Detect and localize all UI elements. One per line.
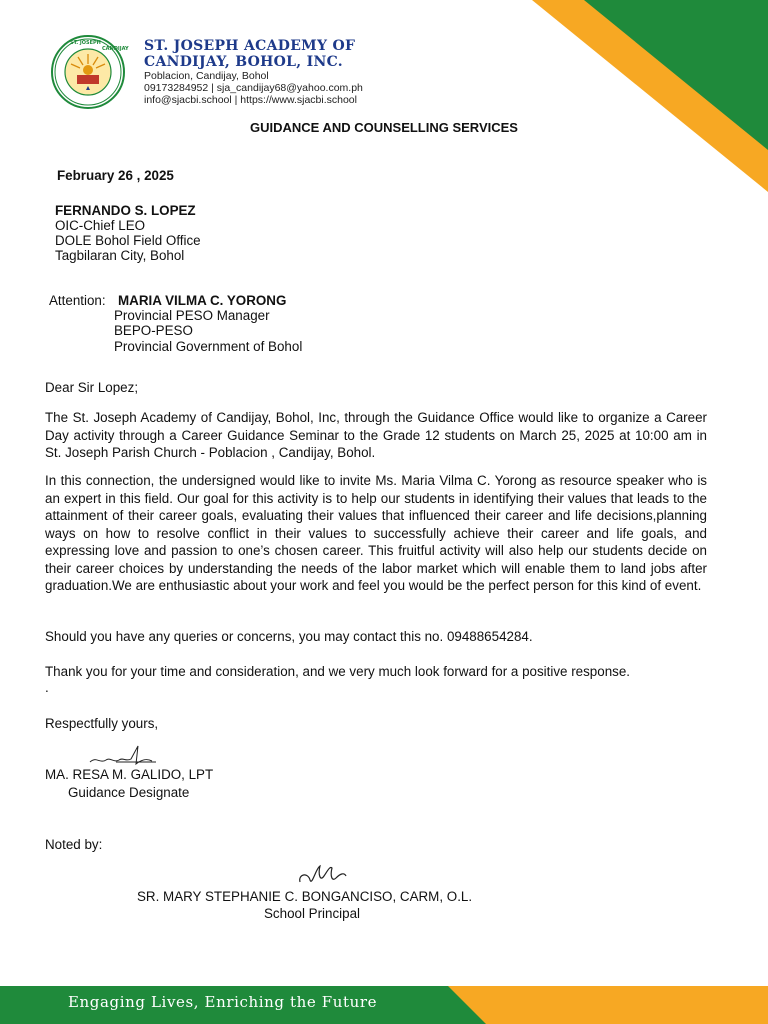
- letter-date: February 26 , 2025: [57, 168, 174, 183]
- footer-tagline: Engaging Lives, Enriching the Future: [68, 993, 378, 1011]
- signer2-name: SR. MARY STEPHANIE C. BONGANCISO, CARM, O.L.: [137, 889, 473, 904]
- attention-label: Attention:: [49, 293, 106, 308]
- paragraph-intro: The St. Joseph Academy of Candijay, Bohol, Inc, through the Guidance Office would like to organize a Career Day activity through a Career Guidance Seminar to the Grade 12 students on March 25, 2025 at 10:00 am in St. Joseph Parish Church - Poblacion , Candijay, Bohol.: [45, 410, 707, 460]
- school-name: [144, 38, 355, 70]
- attention-government: Provincial Government of Bohol: [114, 339, 303, 354]
- trailing-dot: .: [45, 680, 49, 695]
- school-name-line1: ST. JOSEPH ACADEMY OF: [144, 38, 356, 54]
- guidance-signature: [86, 742, 178, 770]
- principal-signature: [296, 862, 356, 888]
- svg-text:ST. JOSEPH: ST. JOSEPH: [70, 40, 101, 46]
- recipient-title: OIC-Chief LEO: [55, 218, 146, 233]
- recipient-office: DOLE Bohol Field Office: [55, 233, 201, 248]
- signer1-title: Guidance Designate: [68, 785, 190, 800]
- salutation: Dear Sir Lopez;: [45, 380, 139, 395]
- school-address-block: [144, 71, 363, 106]
- signer1-name: MA. RESA M. GALIDO, LPT: [45, 767, 214, 782]
- attention-office: BEPO-PESO: [114, 323, 193, 338]
- svg-text:CANDIJAY: CANDIJAY: [102, 46, 129, 52]
- paragraph-thanks: Thank you for your time and consideration, and we very much look forward for a positive response.: [45, 664, 631, 679]
- office-heading: GUIDANCE AND COUNSELLING SERVICES: [250, 120, 518, 135]
- school-seal-logo: [40, 34, 136, 110]
- attention-name: MARIA VILMA C. YORONG: [118, 293, 287, 308]
- recipient-name: FERNANDO S. LOPEZ: [55, 203, 196, 218]
- school-contact-phone-email: 09173284952 | sja_candijay68@yahoo.com.ph: [144, 81, 363, 94]
- school-contact-web: info@sjacbi.school | https://www.sjacbi.school: [144, 93, 357, 106]
- signer2-title: School Principal: [264, 906, 361, 921]
- paragraph-contact: Should you have any queries or concerns, you may contact this no. 09488654284.: [45, 629, 533, 644]
- closing: Respectfully yours,: [45, 716, 159, 731]
- noted-by-label: Noted by:: [45, 837, 103, 852]
- school-address: Poblacion, Candijay, Bohol: [144, 70, 269, 82]
- attention-title: Provincial PESO Manager: [114, 308, 270, 323]
- recipient-city: Tagbilaran City, Bohol: [55, 248, 185, 263]
- school-name-line2: CANDIJAY, BOHOL, INC.: [144, 54, 343, 70]
- paragraph-invitation: In this connection, the undersigned would like to invite Ms. Maria Vilma C. Yorong as resource speaker who is an expert in this field. Our goal for this activity is to help our students in identifying their values that leads to the attainment of their career goals, evaluating their values that influenced their career and life decisions,planning ways on how to resolve conflict in their values to successfully achieve their career and life goals, and expressing love and passion to one’s chosen career. This fruitful activity will also help our students decide on their career choices by understanding the needs of the labor market which will enable them to land jobs after graduation.We are enthusiastic about your work and feel you would be the perfect person for this kind of event.: [45, 473, 707, 593]
